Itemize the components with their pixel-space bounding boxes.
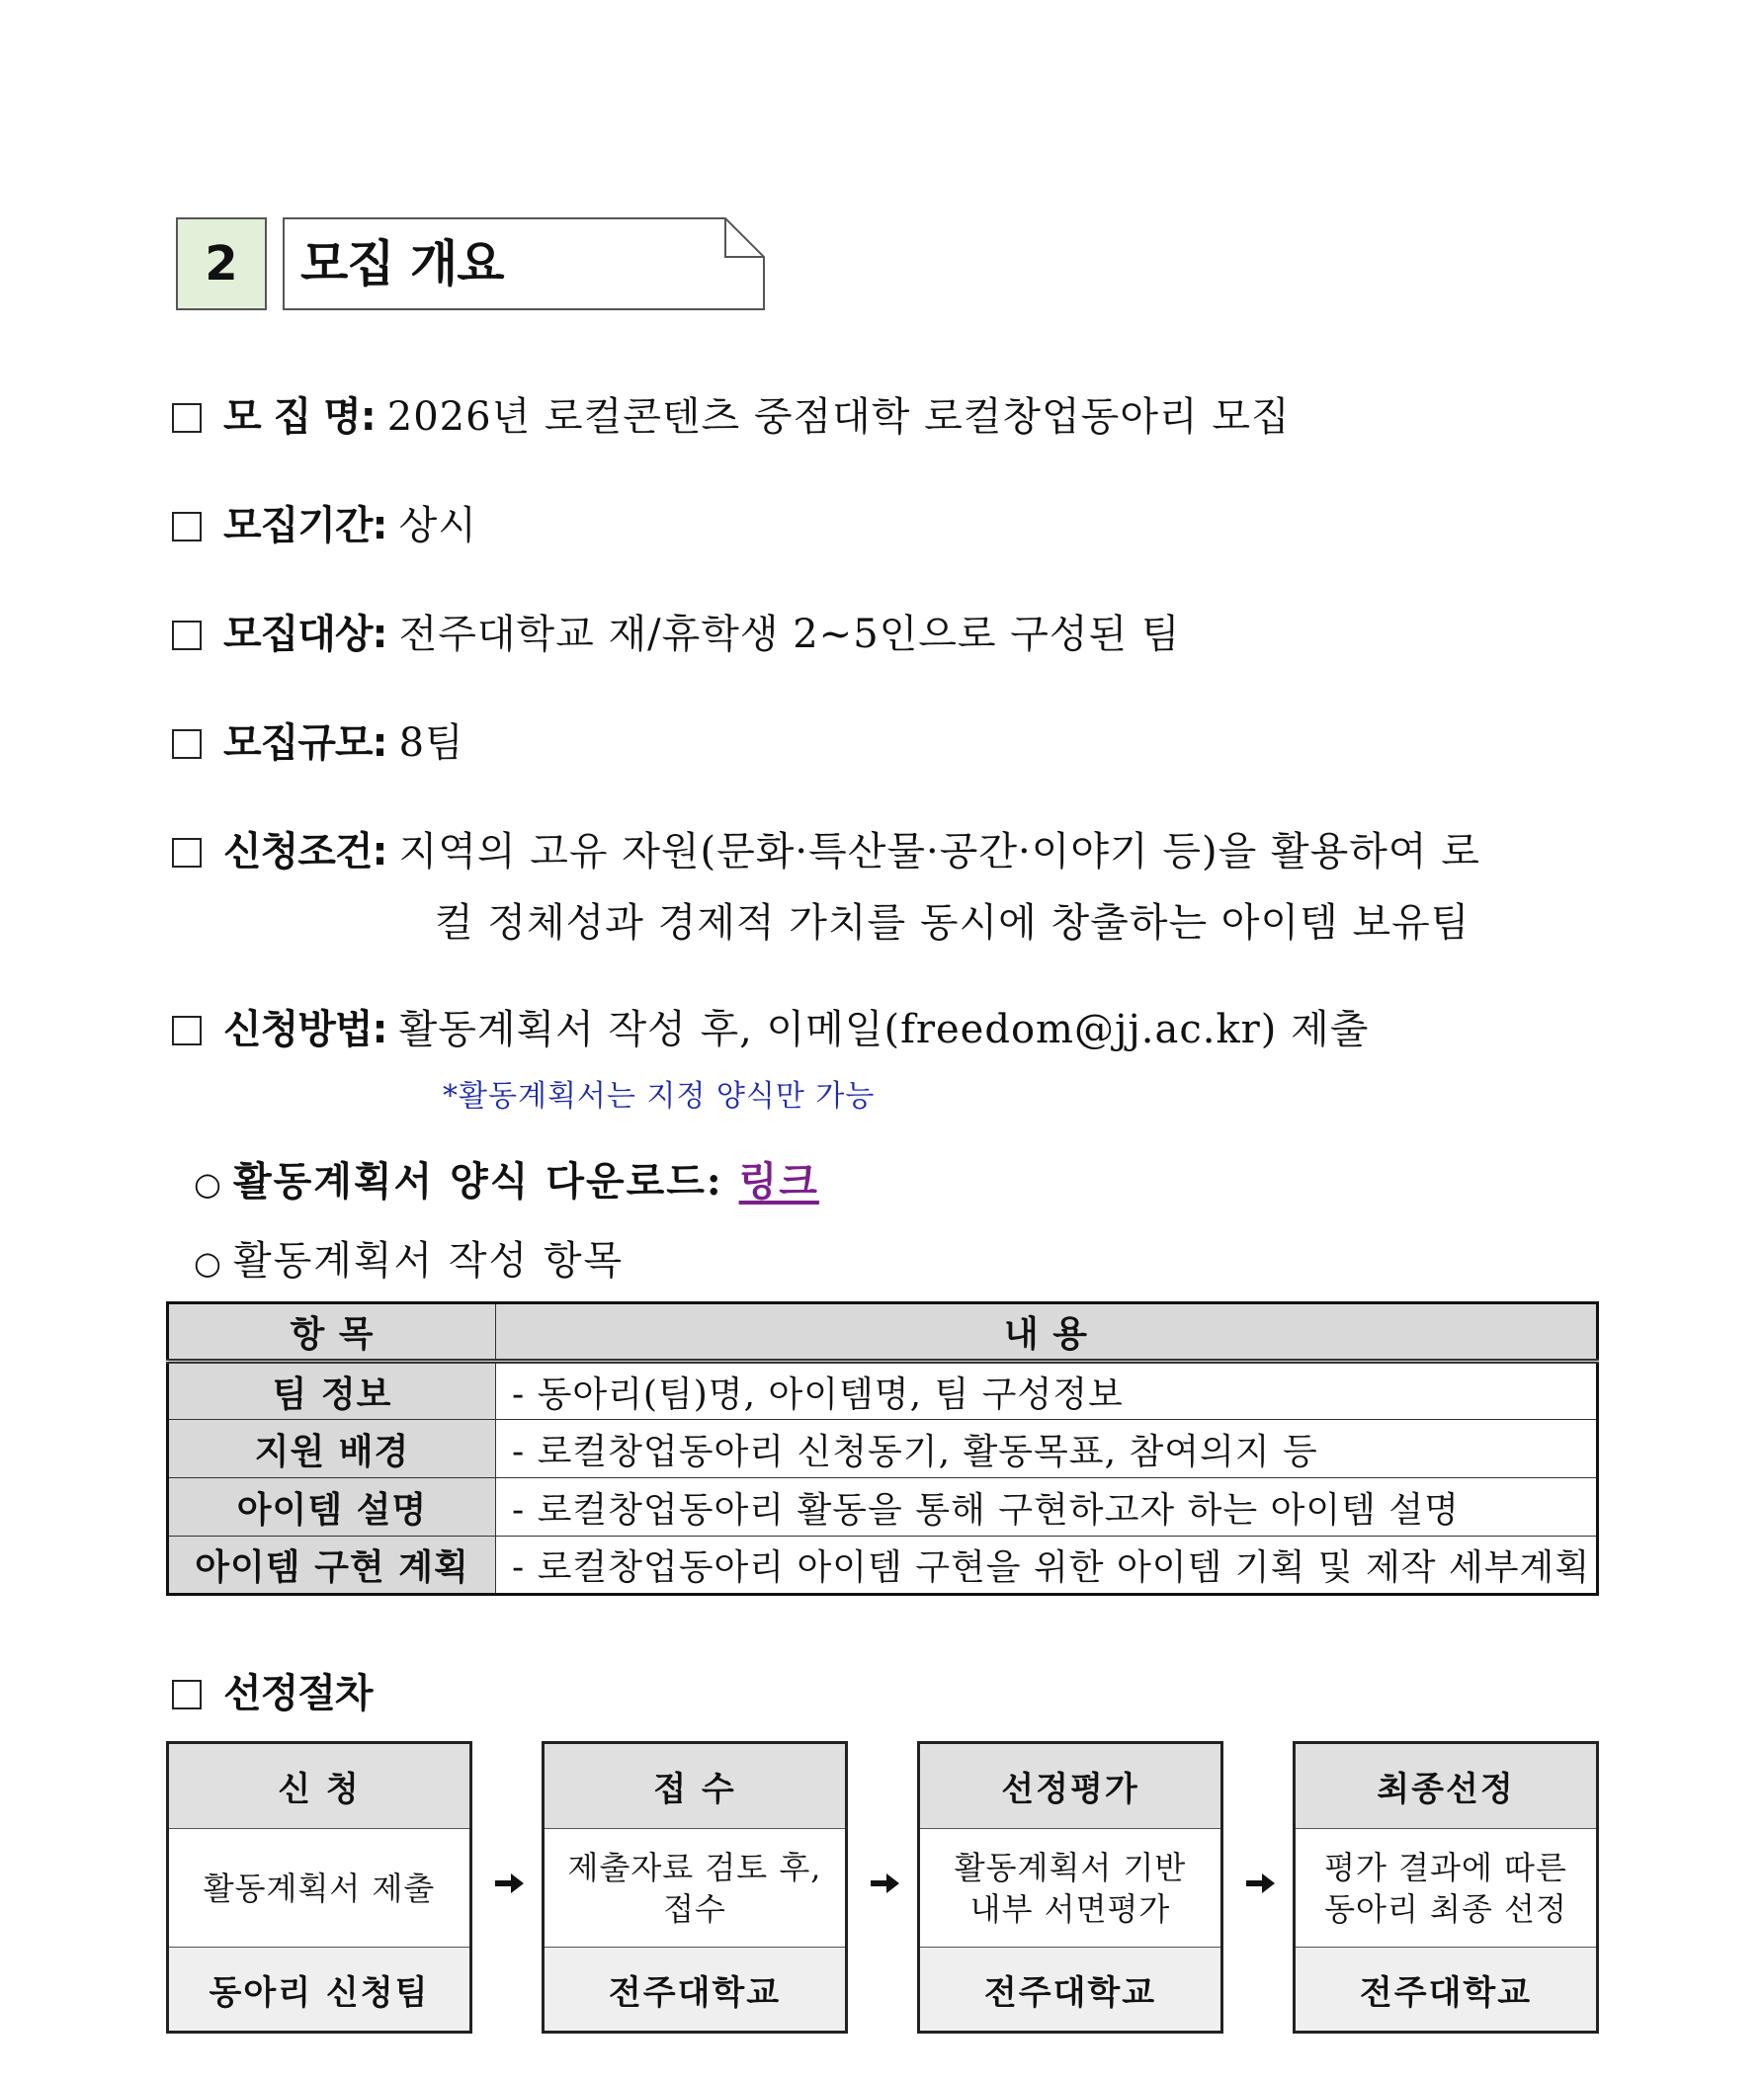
step-head: 접 수 bbox=[545, 1744, 845, 1829]
write-items-line bbox=[194, 1229, 624, 1286]
table-row bbox=[168, 1362, 1598, 1420]
download-link[interactable]: 링크 bbox=[738, 1158, 819, 1205]
plan-items-table bbox=[166, 1301, 1599, 1596]
procedure-step-evaluation bbox=[917, 1741, 1223, 2034]
procedure-heading bbox=[172, 1664, 373, 1723]
section-number: 2 bbox=[176, 217, 267, 310]
table-header-content: 내 용 bbox=[496, 1303, 1598, 1362]
checkbox-icon bbox=[172, 729, 202, 759]
procedure-title: 선정절차 bbox=[223, 1671, 373, 1716]
table-value: - 로컬창업동아리 아이템 구현을 위한 아이템 기획 및 제작 세부계획 bbox=[496, 1537, 1598, 1595]
procedure-step-receipt bbox=[542, 1741, 848, 2034]
step-foot: 전주대학교 bbox=[1296, 1947, 1596, 2031]
table-row bbox=[168, 1420, 1598, 1478]
download-line bbox=[194, 1150, 819, 1207]
step-body-line: 동아리 최종 선정 bbox=[1324, 1889, 1567, 1928]
table-header-item: 항 목 bbox=[168, 1303, 496, 1362]
step-body-line: 활동계획서 제출 bbox=[203, 1869, 436, 1907]
download-label: 활동계획서 양식 다운로드: bbox=[233, 1158, 723, 1205]
step-body-line: 활동계획서 기반 bbox=[954, 1848, 1187, 1886]
item-label: 신청방법: bbox=[223, 1007, 387, 1052]
apply-note: *활동계획서는 지정 양식만 가능 bbox=[443, 1079, 876, 1114]
item-label: 모 집 명: bbox=[223, 394, 376, 440]
checkbox-icon bbox=[172, 621, 202, 650]
table-key: 팀 정보 bbox=[168, 1362, 496, 1420]
procedure-step-final bbox=[1293, 1741, 1599, 2034]
write-items-label: 활동계획서 작성 항목 bbox=[233, 1238, 625, 1284]
item-apply-method bbox=[172, 1000, 1369, 1059]
item-value: 8팀 bbox=[398, 720, 464, 766]
arrow-right-icon bbox=[1242, 1866, 1278, 1901]
item-value-continued: 컬 정체성과 경제적 가치를 동시에 창출하는 아이템 보유팀 bbox=[435, 900, 1470, 946]
step-head: 최종선정 bbox=[1296, 1744, 1596, 1829]
procedure-step-apply bbox=[166, 1741, 472, 2034]
item-value: 활동계획서 작성 후, 이메일(freedom@jj.ac.kr) 제출 bbox=[398, 1007, 1370, 1052]
table-row bbox=[168, 1478, 1598, 1537]
item-recruit-target bbox=[172, 605, 1181, 664]
step-body bbox=[1296, 1829, 1596, 1947]
section-title-box bbox=[283, 217, 765, 310]
item-label: 모집대상: bbox=[223, 612, 387, 657]
step-head: 선정평가 bbox=[920, 1744, 1220, 1829]
item-label: 신청조건: bbox=[223, 829, 387, 874]
step-body-line: 평가 결과에 따른 bbox=[1324, 1848, 1567, 1886]
checkbox-icon bbox=[172, 838, 202, 868]
table-header-row bbox=[168, 1303, 1598, 1362]
step-body bbox=[545, 1829, 845, 1947]
circle-bullet-icon: ○ bbox=[194, 1244, 221, 1282]
item-label: 모집규모: bbox=[223, 720, 387, 766]
item-apply-condition bbox=[172, 822, 1480, 881]
item-recruit-size bbox=[172, 713, 464, 773]
step-body-line: 접수 bbox=[663, 1889, 726, 1928]
arrow-right-icon bbox=[867, 1866, 902, 1901]
item-label: 모집기간: bbox=[223, 503, 387, 548]
item-recruit-name bbox=[172, 387, 1291, 447]
table-value: - 동아리(팀)명, 아이템명, 팀 구성정보 bbox=[496, 1362, 1598, 1420]
item-value: 전주대학교 재/휴학생 2~5인으로 구성된 팀 bbox=[398, 612, 1181, 657]
step-body bbox=[920, 1829, 1220, 1947]
table-key: 지원 배경 bbox=[168, 1420, 496, 1478]
table-key: 아이템 구현 계획 bbox=[168, 1537, 496, 1595]
circle-bullet-icon: ○ bbox=[194, 1165, 221, 1203]
step-body-line: 제출자료 검토 후, bbox=[567, 1848, 822, 1886]
checkbox-icon bbox=[172, 1680, 202, 1709]
item-value: 상시 bbox=[398, 503, 477, 548]
step-foot: 전주대학교 bbox=[545, 1947, 845, 2031]
step-foot: 동아리 신청팀 bbox=[169, 1947, 469, 2031]
checkbox-icon bbox=[172, 403, 202, 433]
arrow-right-icon bbox=[491, 1866, 527, 1901]
step-body bbox=[169, 1829, 469, 1947]
table-key: 아이템 설명 bbox=[168, 1478, 496, 1537]
step-body-line: 내부 서면평가 bbox=[969, 1889, 1171, 1928]
item-value: 지역의 고유 자원(문화·특산물·공간·이야기 등)을 활용하여 로 bbox=[398, 829, 1480, 874]
table-value: - 로컬창업동아리 활동을 통해 구현하고자 하는 아이템 설명 bbox=[496, 1478, 1598, 1537]
item-recruit-period bbox=[172, 496, 477, 555]
table-row bbox=[168, 1537, 1598, 1595]
table-value: - 로컬창업동아리 신청동기, 활동목표, 참여의지 등 bbox=[496, 1420, 1598, 1478]
step-foot: 전주대학교 bbox=[920, 1947, 1220, 2031]
checkbox-icon bbox=[172, 512, 202, 541]
section-title: 모집 개요 bbox=[300, 235, 504, 292]
step-head: 신 청 bbox=[169, 1744, 469, 1829]
item-value: 2026년 로컬콘텐츠 중점대학 로컬창업동아리 모집 bbox=[386, 394, 1291, 440]
checkbox-icon bbox=[172, 1016, 202, 1045]
